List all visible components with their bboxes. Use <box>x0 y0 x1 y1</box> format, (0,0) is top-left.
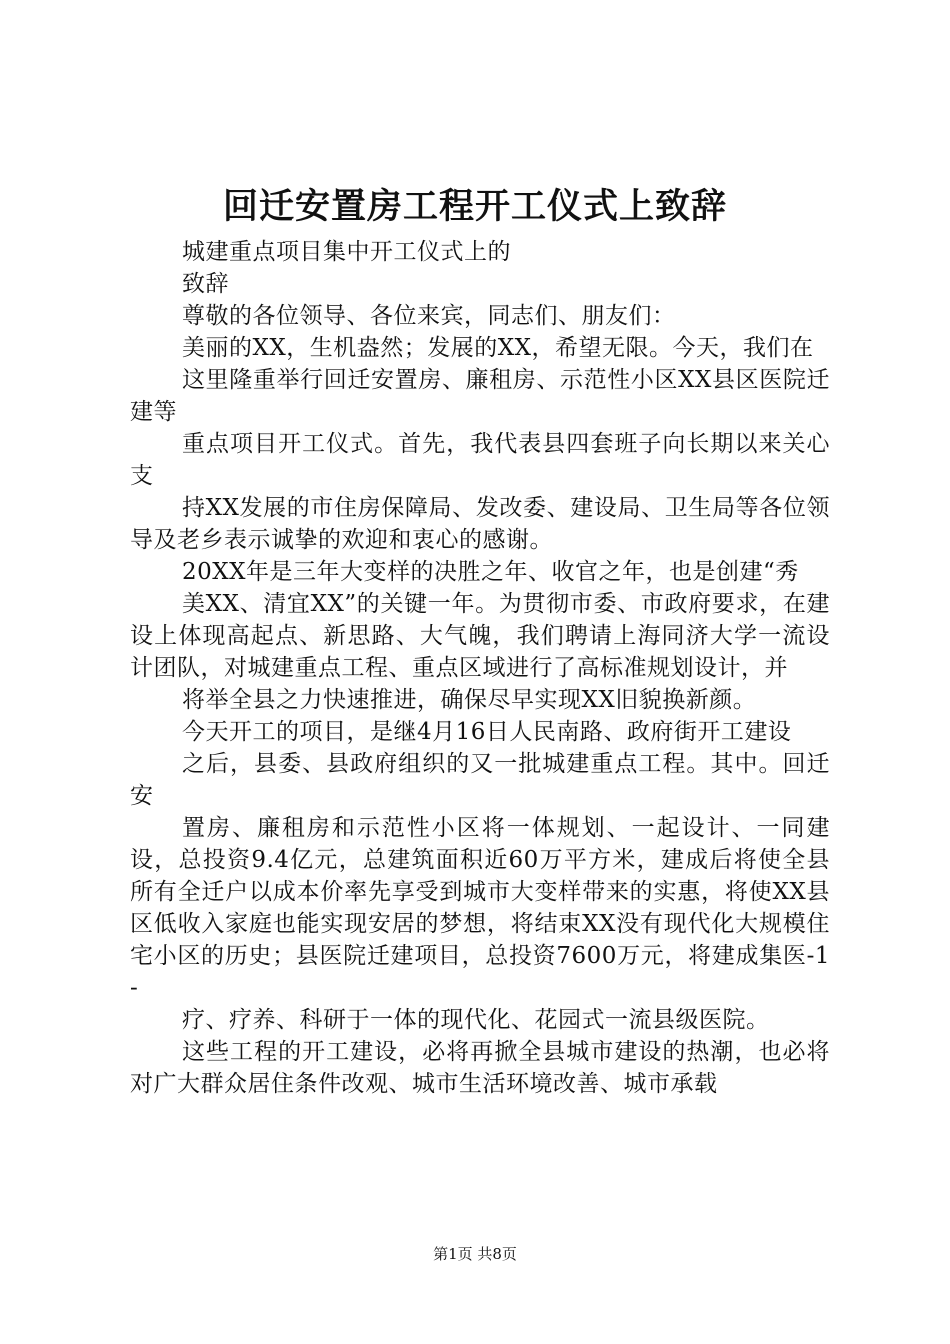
paragraph: 置房、廉租房和示范性小区将一体规划、一起设计、一同建设，总投资9.4亿元，总建筑面积近60万平方米，建成后将使全县所有全迁户以成本价率先享受到城市大变样带来的实惠，将使XX县区低收入家庭也能实现安居的梦想，将结束XX没有现代化大规模住宅小区的历史；县医院迁建项目，总投资7600万元，将建成集医-1- <box>130 815 830 1001</box>
paragraph: 这些工程的开工建设，必将再掀全县城市建设的热潮，也必将对广大群众居住条件改观、城市生活环境改善、城市承载 <box>130 1039 830 1097</box>
paragraph: 疗、疗养、科研于一体的现代化、花园式一流县级医院。 <box>182 1007 770 1033</box>
paragraph: 将举全县之力快速推进，确保尽早实现XX旧貌换新颜。 <box>182 687 757 713</box>
paragraph: 今天开工的项目，是继4月16日人民南路、政府街开工建设 <box>182 719 792 745</box>
paragraph: 美XX、清宜XX”的关键一年。为贯彻市委、市政府要求，在建设上体现高起点、新思路、大气魄，我们聘请上海同济大学一流设计团队，对城建重点工程、重点区域进行了高标准规划设计，并 <box>130 591 830 681</box>
paragraph: 城建重点项目集中开工仪式上的 <box>182 239 511 265</box>
paragraph: 20XX年是三年大变样的决胜之年、收官之年，也是创建“秀 <box>182 559 799 585</box>
page-footer: 第1页 共8页 <box>433 1245 517 1263</box>
paragraph: 美丽的XX，生机盎然；发展的XX，希望无限。今天，我们在 <box>182 335 814 361</box>
paragraph: 持XX发展的市住房保障局、发改委、建设局、卫生局等各位领导及老乡表示诚挚的欢迎和衷心的感谢。 <box>130 495 830 553</box>
paragraph: 这里隆重举行回迁安置房、廉租房、示范性小区XX县区医院迁建等 <box>130 367 830 425</box>
paragraph: 重点项目开工仪式。首先，我代表县四套班子向长期以来关心支 <box>130 431 830 489</box>
paragraph: 之后，县委、县政府组织的又一批城建重点工程。其中。回迁安 <box>130 751 830 809</box>
document-body <box>130 236 830 1100</box>
paragraph: 致辞 <box>182 271 229 297</box>
document-title: 回迁安置房工程开工仪式上致辞 <box>222 187 727 227</box>
paragraph: 尊敬的各位领导、各位来宾，同志们、朋友们： <box>182 303 676 329</box>
